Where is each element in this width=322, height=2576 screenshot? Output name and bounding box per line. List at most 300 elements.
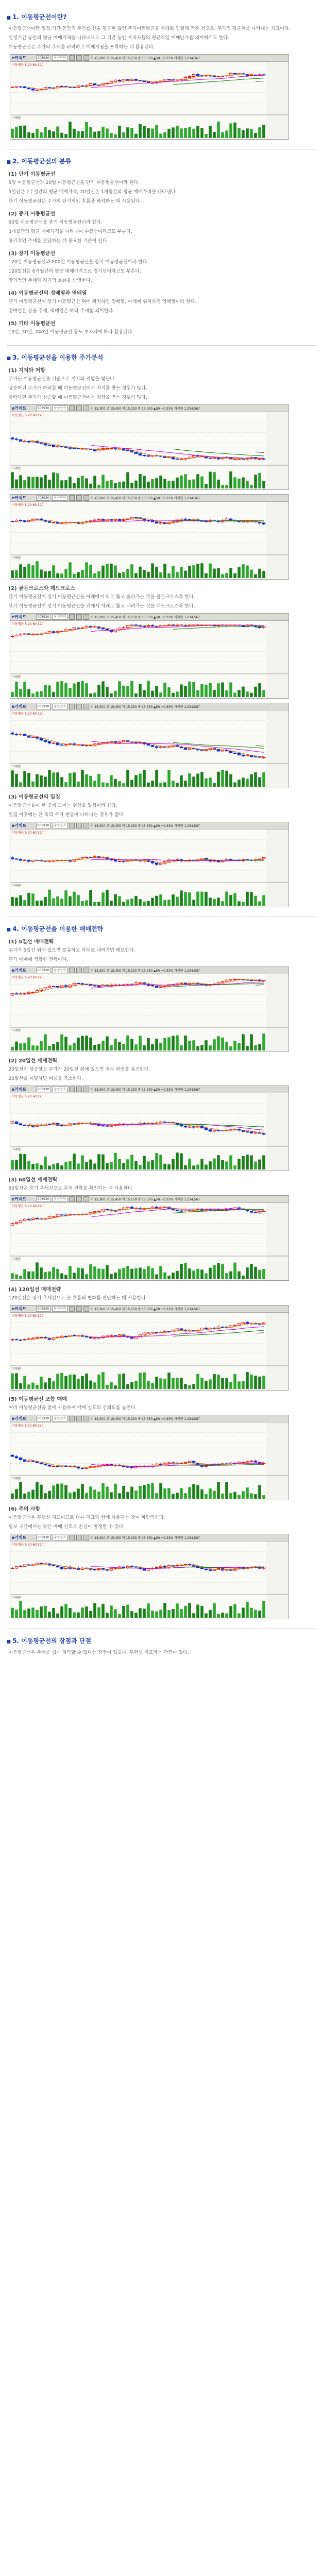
volume-bar	[225, 1273, 228, 1279]
volume-bar	[167, 900, 171, 906]
toolbar-button[interactable]	[76, 1535, 82, 1540]
volume-bar	[44, 475, 47, 488]
paragraph: 이동평균선은 주가의 추세를 파악하고 매매시점을 포착하는 데 활용된다.	[8, 45, 155, 50]
toolbar-button[interactable]	[69, 495, 75, 501]
volume-bar	[60, 681, 63, 697]
volume-bar	[151, 479, 154, 488]
volume-bar	[77, 1268, 80, 1279]
candle-body	[180, 1463, 183, 1464]
toolbar-button[interactable]	[69, 823, 75, 828]
paragraph: 20일선을 이탈하면 비중을 축소한다.	[8, 1076, 83, 1081]
volume-bar	[134, 1268, 138, 1279]
volume-bar	[27, 893, 30, 906]
volume-bar	[217, 897, 220, 906]
stock-name-field[interactable]: 삼성전자	[52, 1306, 67, 1312]
volume-bar	[262, 1376, 265, 1389]
volume-bar	[217, 568, 220, 578]
volume-bar	[48, 770, 51, 787]
volume-bar	[167, 1276, 171, 1279]
volume-bar	[139, 1267, 142, 1279]
candle-body	[159, 1464, 162, 1465]
volume-bar	[106, 1036, 109, 1050]
candle-body	[130, 1566, 133, 1567]
candle-body	[27, 1125, 30, 1126]
stock-code-field[interactable]: 005930	[36, 823, 51, 828]
candle-body	[73, 448, 76, 449]
stock-code-field[interactable]: 005930	[36, 1196, 51, 1202]
toolbar-button[interactable]	[83, 55, 89, 61]
toolbar-button[interactable]	[69, 405, 75, 411]
toolbar-button[interactable]	[83, 968, 89, 973]
candle-body	[64, 744, 67, 745]
stock-name-field[interactable]: 삼성전자	[52, 1416, 67, 1421]
ma-legend: 이동평균 5 20 60 120	[11, 831, 43, 835]
candle-body	[73, 628, 76, 630]
toolbar-button[interactable]	[76, 968, 82, 973]
toolbar-button[interactable]	[83, 495, 89, 501]
stock-name-field[interactable]: 삼성전자	[52, 968, 67, 973]
candle-body	[52, 1565, 55, 1566]
stock-code-field[interactable]: 005930	[36, 614, 51, 620]
volume-bar	[221, 901, 224, 906]
toolbar-button[interactable]	[83, 1196, 89, 1202]
volume-bar	[163, 1164, 166, 1170]
volume-bar	[209, 1268, 212, 1279]
candle-body	[159, 747, 162, 748]
toolbar-button[interactable]	[83, 405, 89, 411]
volume-bar	[27, 132, 30, 138]
volume-bar	[180, 1488, 183, 1499]
toolbar-button[interactable]	[76, 704, 82, 709]
volume-bar	[110, 901, 113, 906]
volume-bar	[151, 1044, 154, 1050]
volume-bar	[233, 1041, 236, 1050]
candle-body	[23, 441, 26, 442]
volume-bar	[81, 770, 84, 787]
toolbar-button[interactable]	[83, 1535, 89, 1540]
ma-legend: 이동평균 5 20 60 120	[11, 1205, 43, 1208]
toolbar-button[interactable]	[83, 1087, 89, 1092]
volume-bar	[36, 1482, 39, 1499]
stock-chart	[10, 54, 289, 140]
volume-bar	[172, 781, 175, 787]
candle-body	[221, 981, 224, 982]
candle-body	[209, 458, 212, 459]
volume-bar	[52, 1164, 55, 1170]
volume-bar	[118, 573, 121, 578]
volume-bar	[44, 1382, 47, 1389]
volume-bar	[110, 133, 113, 138]
volume-bar	[200, 892, 204, 906]
volume-bar	[238, 1043, 241, 1050]
candle-body	[56, 1466, 59, 1467]
toolbar-button[interactable]	[76, 1416, 82, 1421]
volume-bar	[44, 127, 47, 138]
volume-bar	[93, 1603, 96, 1618]
volume-bar	[15, 1489, 18, 1499]
volume-bar	[163, 683, 166, 697]
volume-bar	[229, 1046, 232, 1050]
candle-body	[262, 523, 265, 524]
volume-bar	[56, 1614, 59, 1618]
volume-bar	[31, 893, 35, 906]
candle-body	[159, 1566, 162, 1567]
toolbar-button[interactable]	[76, 55, 82, 61]
volume-bar	[114, 483, 117, 488]
candle-body	[19, 1458, 22, 1460]
toolbar-button[interactable]	[83, 614, 89, 620]
volume-bar	[44, 1035, 47, 1050]
volume-bar	[200, 1489, 204, 1499]
volume-bar	[205, 573, 208, 578]
volume-bar	[64, 569, 67, 578]
volume-bar	[73, 574, 76, 578]
volume-bar	[93, 476, 96, 488]
section-title: ■ 3. 이동평균선을 이용한 주가분석	[7, 353, 316, 362]
ma-legend: 이동평균 5 20 60 120	[11, 1314, 43, 1318]
volume-bar	[110, 480, 113, 488]
volume-bar	[225, 485, 228, 488]
volume-bar	[254, 896, 257, 906]
volume-bar	[139, 124, 142, 138]
volume-bar	[89, 127, 92, 138]
stock-name-field[interactable]: 삼성전자	[52, 823, 67, 828]
toolbar-button[interactable]	[69, 704, 75, 709]
volume-bar	[217, 1482, 220, 1499]
volume-bar	[233, 477, 236, 488]
volume-bar	[262, 1033, 265, 1050]
volume-bar	[163, 782, 166, 787]
volume-bar	[64, 782, 67, 787]
volume-bar	[176, 691, 179, 697]
candle-body	[143, 626, 146, 627]
volume-bar	[73, 892, 76, 906]
candle-body	[246, 755, 249, 756]
chart-toolbar	[10, 1306, 289, 1313]
candle-body	[233, 73, 236, 74]
volume-bar	[163, 1273, 166, 1279]
candle-body	[36, 1337, 39, 1338]
candle-body	[151, 745, 154, 747]
toolbar-button[interactable]	[83, 1306, 89, 1312]
volume-bar	[238, 779, 241, 787]
volume-bar	[139, 899, 142, 906]
volume-bar	[106, 1385, 109, 1389]
volume-bar	[114, 779, 117, 787]
volume-bar	[101, 127, 105, 138]
chart-logo: e커넥트	[11, 1535, 27, 1540]
volume-bar	[52, 692, 55, 697]
volume-bar	[246, 1372, 249, 1389]
volume-bar	[209, 126, 212, 138]
volume-bar	[250, 129, 253, 138]
stock-code-field[interactable]: 005930	[36, 1535, 51, 1540]
volume-bar	[209, 1488, 212, 1499]
volume-bar	[56, 573, 59, 578]
toolbar-button[interactable]	[76, 405, 82, 411]
volume-bar	[221, 1613, 224, 1618]
volume-bar	[184, 128, 187, 138]
paragraph: 20일선이 상승하고 주가가 20일선 위에 있으면 매수 관점을 유지한다.	[8, 1067, 150, 1072]
stock-name-field[interactable]: 삼성전자	[52, 1196, 67, 1202]
volume-bar	[209, 1045, 212, 1050]
chart-toolbar	[10, 495, 289, 502]
candle-body	[110, 81, 113, 83]
volume-bar	[73, 1375, 76, 1389]
volume-bar	[192, 900, 195, 906]
volume-bar	[126, 1159, 129, 1170]
volume-bar	[238, 1272, 241, 1279]
volume-bar	[180, 476, 183, 488]
volume-bar	[192, 1613, 195, 1618]
volume-bar	[262, 481, 265, 488]
volume-bar	[134, 134, 138, 138]
volume-bar	[64, 134, 67, 138]
volume-bar	[167, 770, 171, 787]
volume-bar	[97, 131, 100, 138]
stock-code-field[interactable]: 005930	[36, 495, 51, 501]
chart-logo: e커넥트	[11, 1087, 27, 1092]
volume-bar	[225, 1042, 228, 1050]
toolbar-button[interactable]	[76, 495, 82, 501]
volume-bar	[233, 1263, 236, 1279]
toolbar-button[interactable]	[83, 1416, 89, 1421]
volume-bar	[192, 682, 195, 697]
toolbar-button[interactable]	[76, 1087, 82, 1092]
volume-bar	[11, 1494, 14, 1499]
stock-code-field[interactable]: 005930	[36, 1416, 51, 1421]
paragraph: 이동평균선이란 일정 기간 동안의 주가를 산술 평균한 값인 주가이동평균을 차례로 연결해 만든 선으로, 주가의 평균치를 나타내는 지표이다.	[8, 26, 291, 31]
toolbar-button[interactable]	[83, 823, 89, 828]
candle-body	[52, 986, 55, 987]
volume-bar	[48, 480, 51, 488]
subsection-title: (2) 중기 이동평균선	[8, 211, 56, 217]
candle-body	[56, 743, 59, 745]
volume-bar	[262, 772, 265, 787]
volume-bar	[69, 1266, 72, 1279]
volume-bar	[159, 476, 162, 488]
volume-bar	[143, 1485, 146, 1499]
candle-body	[229, 73, 232, 75]
candlestick-chart	[10, 1422, 289, 1500]
chart-logo: e커넥트	[11, 968, 27, 973]
volume-bar	[229, 1493, 232, 1499]
candlestick-chart	[10, 412, 289, 489]
volume-bar	[89, 1380, 92, 1389]
stock-name-field[interactable]: 삼성전자	[52, 614, 67, 620]
volume-bar	[130, 1269, 133, 1279]
candle-body	[139, 80, 142, 81]
volume-bar	[176, 478, 179, 488]
stock-name-field[interactable]: 삼성전자	[52, 495, 67, 501]
volume-bar	[143, 902, 146, 906]
paragraph: 이동평균선은 추세를 쉽게 파악할 수 있다는 장점이 있으나, 후행성 지표라는 단점이 있다.	[8, 1650, 189, 1655]
volume-bar	[11, 570, 14, 578]
volume-bar	[11, 692, 14, 697]
toolbar-button[interactable]	[69, 55, 75, 61]
volume-bar	[196, 1604, 199, 1618]
candle-body	[225, 980, 228, 981]
stock-code-field[interactable]: 005930	[36, 704, 51, 709]
volume-bar	[31, 1272, 35, 1279]
volume-bar	[147, 1381, 150, 1389]
volume-bar	[167, 1164, 171, 1170]
volume-bar	[238, 479, 241, 488]
volume-bar	[151, 1383, 154, 1389]
volume-bar	[31, 133, 35, 138]
candle-body	[56, 446, 59, 447]
toolbar-button[interactable]	[69, 1416, 75, 1421]
volume-bar	[118, 1374, 121, 1389]
paragraph: 일정기간 동안의 평균 매매가격을 나타내므로 그 기간 동안 투자자들의 평균적인 매매단가를 의미하기도 한다.	[8, 36, 229, 41]
candle-body	[85, 745, 88, 746]
candle-body	[151, 1207, 154, 1208]
volume-bar	[126, 1492, 129, 1499]
toolbar-button[interactable]	[69, 1196, 75, 1202]
volume-bar	[205, 685, 208, 697]
stock-code-field[interactable]: 005930	[36, 1087, 51, 1092]
volume-bar	[172, 1036, 175, 1050]
toolbar-button[interactable]	[69, 1306, 75, 1312]
candle-body	[101, 1209, 105, 1211]
volume-bar	[130, 1155, 133, 1170]
volume-bar	[163, 564, 166, 578]
stock-name-field[interactable]: 삼성전자	[52, 704, 67, 709]
candle-body	[262, 626, 265, 628]
volume-bar	[163, 1379, 166, 1389]
volume-bar	[48, 1046, 51, 1050]
stock-name-field[interactable]: 삼성전자	[52, 1087, 67, 1092]
ma-legend: 이동평균 5 20 60 120	[11, 976, 43, 979]
candle-body	[36, 90, 39, 91]
volume-bar	[155, 1039, 158, 1050]
volume-bar	[176, 1378, 179, 1389]
volume-bar	[258, 127, 261, 138]
toolbar-button[interactable]	[76, 1306, 82, 1312]
volume-bar	[163, 479, 166, 488]
stock-name-field[interactable]: 삼성전자	[52, 1535, 67, 1540]
volume-bar	[93, 1045, 96, 1050]
volume-bar	[89, 1264, 92, 1279]
volume-bar	[172, 693, 175, 697]
volume-bar	[73, 1492, 76, 1499]
price-info: 시 15,300 고 15,450 저 15,150 종 15,350 ▲50 +0.33% 거래량 1,234,567	[90, 1198, 200, 1201]
volume-bar	[172, 1609, 175, 1618]
stock-code-field[interactable]: 005930	[36, 405, 51, 411]
volume-bar	[31, 1383, 35, 1389]
volume-bar	[126, 1266, 129, 1279]
volume-bar	[213, 1039, 216, 1050]
volume-bar	[110, 564, 113, 578]
volume-bar	[151, 781, 154, 787]
candle-body	[40, 989, 43, 990]
volume-bar	[122, 783, 125, 787]
price-info: 시 15,300 고 15,450 저 15,150 종 15,350 ▲50 +0.33% 거래량 1,234,567	[90, 824, 200, 828]
volume-bar	[15, 480, 18, 488]
volume-bar	[40, 1485, 43, 1499]
volume-bar	[151, 128, 154, 138]
candle-body	[200, 750, 204, 751]
volume-bar	[77, 782, 80, 787]
stock-code-field[interactable]: 005930	[36, 968, 51, 973]
toolbar-button[interactable]	[76, 823, 82, 828]
toolbar-button[interactable]	[76, 1196, 82, 1202]
toolbar-button[interactable]	[69, 1087, 75, 1092]
volume-bar	[262, 1155, 265, 1170]
toolbar-button[interactable]	[69, 968, 75, 973]
candle-body	[188, 748, 191, 750]
toolbar-button[interactable]	[76, 614, 82, 620]
volume-bar	[217, 122, 220, 138]
volume-bar	[233, 1374, 236, 1389]
stock-name-field[interactable]: 삼성전자	[52, 55, 67, 61]
toolbar-button[interactable]	[69, 614, 75, 620]
volume-label: 거래량	[11, 765, 21, 769]
volume-bar	[209, 1379, 212, 1389]
section-title: ■ 1. 이동평균선이란?	[7, 12, 316, 21]
volume-bar	[130, 483, 133, 488]
volume-bar	[238, 1495, 241, 1499]
volume-bar	[209, 1610, 212, 1618]
volume-bar	[246, 128, 249, 138]
stock-name-field[interactable]: 삼성전자	[52, 405, 67, 411]
candle-body	[172, 745, 175, 747]
volume-bar	[118, 482, 121, 488]
volume-bar	[151, 1611, 154, 1618]
paragraph: 이동평균선은 후행성 지표이므로 다른 지표와 함께 사용하는 것이 바람직하다.	[8, 1515, 165, 1520]
volume-bar	[155, 1274, 158, 1279]
volume-bar	[176, 783, 179, 787]
toolbar-button[interactable]	[69, 1535, 75, 1540]
volume-bar	[81, 1484, 84, 1499]
candle-body	[97, 450, 100, 451]
volume-bar	[254, 772, 257, 787]
volume-bar	[172, 1494, 175, 1499]
volume-bar	[48, 1491, 51, 1499]
price-info: 시 15,300 고 15,450 저 15,150 종 15,350 ▲50 +0.33% 거래량 1,234,567	[90, 616, 200, 619]
candle-body	[11, 858, 14, 859]
volume-bar	[44, 777, 47, 787]
volume-bar	[52, 772, 55, 787]
volume-bar	[31, 1164, 35, 1170]
candle-body	[93, 1569, 96, 1570]
candle-body	[205, 1128, 208, 1130]
volume-bar	[93, 1163, 96, 1170]
volume-bar	[23, 567, 26, 578]
volume-bar	[184, 1036, 187, 1050]
candle-body	[139, 453, 142, 455]
volume-bar	[77, 1163, 80, 1170]
volume-bar	[52, 898, 55, 906]
volume-bar	[60, 777, 63, 787]
volume-bar	[221, 1160, 224, 1170]
candlestick-chart	[10, 1093, 289, 1171]
volume-bar	[192, 1484, 195, 1499]
stock-code-field[interactable]: 005930	[36, 1306, 51, 1312]
paragraph: 주가는 이동평균선을 기준으로 지지와 저항을 받는다.	[8, 377, 116, 382]
candle-body	[19, 1566, 22, 1567]
candle-body	[81, 1468, 84, 1469]
volume-bar	[143, 690, 146, 697]
candle-body	[258, 459, 261, 460]
stock-code-field[interactable]: 005930	[36, 55, 51, 61]
volume-bar	[122, 902, 125, 906]
volume-bar	[36, 477, 39, 488]
volume-bar	[81, 1036, 84, 1050]
candle-body	[155, 986, 158, 988]
toolbar-button[interactable]	[83, 704, 89, 709]
candle-body	[36, 737, 39, 738]
